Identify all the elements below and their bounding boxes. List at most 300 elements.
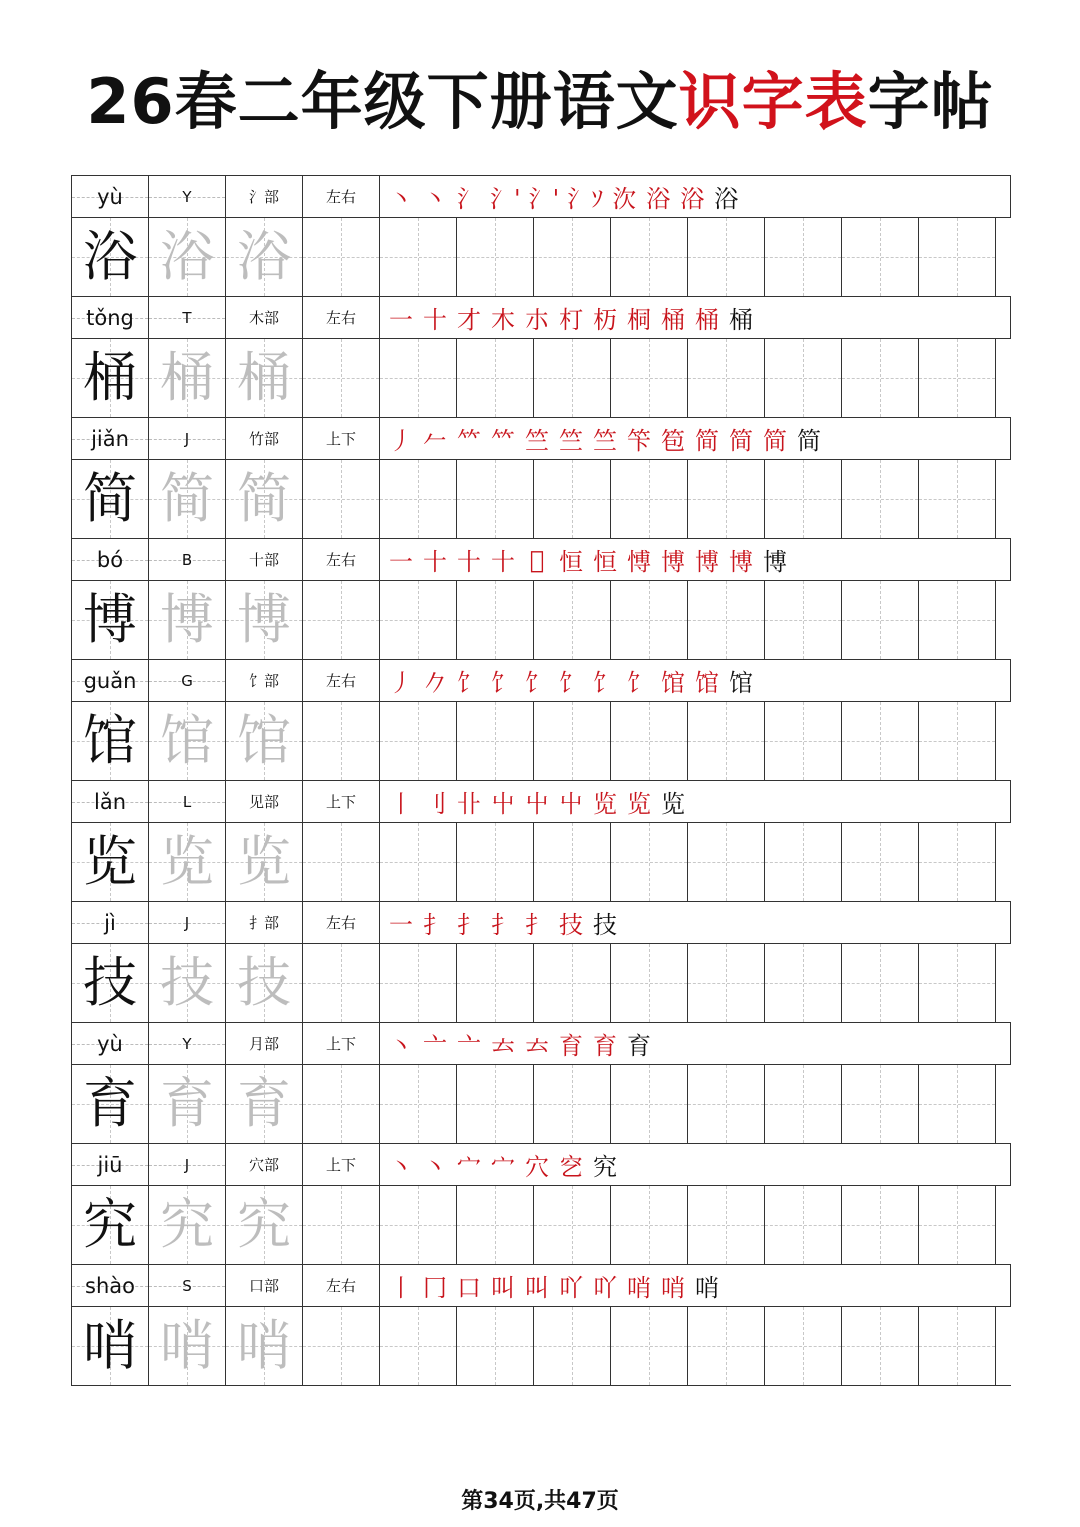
model-character-box xyxy=(72,581,149,659)
practice-box[interactable] xyxy=(457,1065,534,1143)
stroke-step: 亠 xyxy=(423,1032,447,1060)
pinyin-cell xyxy=(72,781,149,822)
trace-character: 博 xyxy=(237,588,291,651)
practice-box[interactable] xyxy=(457,339,534,417)
stroke-step: 览 xyxy=(661,790,685,818)
model-character-box xyxy=(72,1186,149,1264)
model-character-box xyxy=(72,218,149,296)
practice-box[interactable] xyxy=(919,823,996,901)
pinyin-cell xyxy=(72,539,149,580)
stroke-step: 恒 xyxy=(593,548,617,576)
practice-box[interactable] xyxy=(534,581,611,659)
info-row xyxy=(72,781,1011,823)
practice-box[interactable] xyxy=(688,218,765,296)
letter-cell xyxy=(149,418,226,459)
character-block xyxy=(72,176,1011,297)
stroke-step: 丶 xyxy=(423,185,447,213)
radical-text: 月部 xyxy=(248,1035,279,1053)
stroke-step: 桐 xyxy=(627,306,651,334)
stroke-step: 穴 xyxy=(525,1153,549,1181)
writing-grid-row xyxy=(72,823,1011,902)
practice-box[interactable] xyxy=(611,460,688,538)
stroke-step: 浴 xyxy=(680,185,705,213)
practice-box[interactable] xyxy=(842,944,919,1022)
letter-text: Y xyxy=(182,187,192,206)
pinyin-text: shào xyxy=(85,1273,135,1298)
structure-text: 左右 xyxy=(325,551,356,569)
trace-character-box xyxy=(226,460,303,538)
practice-box[interactable] xyxy=(765,581,842,659)
model-character: 育 xyxy=(83,1072,137,1135)
model-character: 桶 xyxy=(83,346,137,409)
info-row xyxy=(72,1023,1011,1065)
stroke-step: 𠫓 xyxy=(525,1032,549,1060)
stroke-step: 才 xyxy=(457,306,481,334)
stroke-step: 览 xyxy=(593,790,617,818)
stroke-step: 馆 xyxy=(661,669,685,697)
model-character: 博 xyxy=(83,588,137,651)
trace-character-box xyxy=(149,1307,226,1385)
structure-cell xyxy=(303,297,380,338)
trace-character: 浴 xyxy=(160,225,214,288)
stroke-order xyxy=(380,539,1011,580)
stroke-step: 吖 xyxy=(559,1274,583,1302)
pinyin-cell xyxy=(72,418,149,459)
model-character: 技 xyxy=(83,951,137,1014)
stroke-step: 博 xyxy=(661,548,685,576)
radical-text: 口部 xyxy=(248,1277,279,1295)
writing-grid-row xyxy=(72,702,1011,781)
practice-box[interactable] xyxy=(534,460,611,538)
stroke-step: 览 xyxy=(627,790,651,818)
stroke-step: 哨 xyxy=(661,1274,685,1302)
title-highlight: 识字表 xyxy=(678,65,868,138)
stroke-step: 馆 xyxy=(695,669,719,697)
letter-cell xyxy=(149,660,226,701)
practice-box[interactable] xyxy=(842,702,919,780)
letter-text: S xyxy=(182,1276,192,1295)
stroke-step: 浴 xyxy=(646,185,671,213)
practice-box[interactable] xyxy=(380,702,457,780)
stroke-order xyxy=(380,902,1011,943)
stroke-step: 简 xyxy=(695,427,719,455)
stroke-step: 屮 xyxy=(559,790,583,818)
stroke-step: 哨 xyxy=(627,1274,651,1302)
letter-cell xyxy=(149,781,226,822)
structure-text: 左右 xyxy=(325,914,356,932)
stroke-step: 𠂊 xyxy=(423,669,447,697)
stroke-step: 卝 xyxy=(457,790,481,818)
practice-box[interactable] xyxy=(303,218,380,296)
stroke-step: 十 xyxy=(491,548,515,576)
stroke-step: 扌 xyxy=(457,911,481,939)
structure-text: 左右 xyxy=(325,188,356,206)
model-character: 馆 xyxy=(83,709,137,772)
structure-cell xyxy=(303,1144,380,1185)
practice-box[interactable] xyxy=(765,944,842,1022)
trace-character-box xyxy=(226,1186,303,1264)
practice-box[interactable] xyxy=(303,944,380,1022)
practice-box[interactable] xyxy=(380,218,457,296)
structure-cell xyxy=(303,781,380,822)
practice-box[interactable] xyxy=(380,1065,457,1143)
stroke-step: 丿 xyxy=(389,669,413,697)
stroke-step: 宀 xyxy=(457,1153,481,1181)
pinyin-text: yù xyxy=(97,184,123,209)
pinyin-text: yù xyxy=(97,1031,123,1056)
practice-box[interactable] xyxy=(842,460,919,538)
practice-box[interactable] xyxy=(380,460,457,538)
trace-character-box xyxy=(149,460,226,538)
radical-cell xyxy=(226,539,303,580)
writing-grid-row xyxy=(72,581,1011,660)
pinyin-text: lǎn xyxy=(93,789,126,814)
practice-box[interactable] xyxy=(611,944,688,1022)
practice-box[interactable] xyxy=(457,702,534,780)
model-character-box xyxy=(72,1307,149,1385)
stroke-step: 十 xyxy=(457,548,481,576)
writing-grid-row xyxy=(72,1065,1011,1144)
practice-box[interactable] xyxy=(457,581,534,659)
radical-text: 十部 xyxy=(248,551,279,569)
stroke-step: 饣 xyxy=(525,669,549,697)
practice-box[interactable] xyxy=(765,1307,842,1385)
title-suffix: 字帖 xyxy=(867,65,994,138)
stroke-step: 木 xyxy=(491,306,515,334)
practice-box[interactable] xyxy=(842,218,919,296)
practice-box[interactable] xyxy=(919,702,996,780)
practice-box[interactable] xyxy=(688,702,765,780)
trace-character: 简 xyxy=(160,467,214,530)
model-character: 浴 xyxy=(83,225,137,288)
stroke-order xyxy=(380,1023,1011,1064)
radical-text: 氵部 xyxy=(248,188,279,206)
trace-character-box xyxy=(226,1065,303,1143)
model-character: 哨 xyxy=(83,1314,137,1377)
letter-cell xyxy=(149,176,226,217)
pinyin-text: bó xyxy=(96,547,124,572)
radical-cell xyxy=(226,176,303,217)
practice-box[interactable] xyxy=(534,339,611,417)
pinyin-text: jiǎn xyxy=(91,426,129,451)
structure-text: 上下 xyxy=(325,1156,356,1174)
structure-text: 上下 xyxy=(325,1035,356,1053)
stroke-step: 一 xyxy=(389,306,413,334)
stroke-step: 简 xyxy=(729,427,753,455)
practice-box[interactable] xyxy=(534,702,611,780)
practice-box[interactable] xyxy=(688,1186,765,1264)
practice-box[interactable] xyxy=(765,702,842,780)
stroke-step: 桶 xyxy=(695,306,719,334)
stroke-step: 刂 xyxy=(423,790,447,818)
stroke-step: 丨 xyxy=(389,790,413,818)
writing-grid-row xyxy=(72,460,1011,539)
writing-grid-row xyxy=(72,1307,1011,1386)
letter-cell xyxy=(149,297,226,338)
trace-character: 桶 xyxy=(237,346,291,409)
stroke-order xyxy=(380,176,1011,217)
stroke-step: 博 xyxy=(695,548,719,576)
practice-box[interactable] xyxy=(919,218,996,296)
info-row xyxy=(72,902,1011,944)
structure-cell xyxy=(303,1023,380,1064)
trace-character: 哨 xyxy=(237,1314,291,1377)
practice-box[interactable] xyxy=(688,944,765,1022)
page-title xyxy=(0,52,1080,141)
letter-text: G xyxy=(181,671,193,690)
practice-box[interactable] xyxy=(303,702,380,780)
info-row xyxy=(72,660,1011,702)
stroke-step: 𥫗 xyxy=(491,427,515,455)
stroke-step: 丶 xyxy=(423,1153,447,1181)
radical-cell xyxy=(226,1023,303,1064)
stroke-step: 丶 xyxy=(389,1032,413,1060)
page-footer: 第34页,共47页 xyxy=(461,1489,619,1514)
stroke-step: 饣 xyxy=(593,669,617,697)
practice-box[interactable] xyxy=(611,1186,688,1264)
trace-character-box xyxy=(226,823,303,901)
stroke-step: 十 xyxy=(423,548,447,576)
trace-character: 究 xyxy=(160,1193,214,1256)
model-character: 览 xyxy=(83,830,137,893)
practice-box[interactable] xyxy=(380,944,457,1022)
radical-cell xyxy=(226,660,303,701)
stroke-step: 𥫗 xyxy=(457,427,481,455)
practice-box[interactable] xyxy=(611,823,688,901)
structure-text: 上下 xyxy=(325,430,356,448)
trace-character: 育 xyxy=(237,1072,291,1135)
radical-text: 木部 xyxy=(248,309,279,327)
pinyin-cell xyxy=(72,1265,149,1306)
stroke-step: 亠 xyxy=(457,1032,481,1060)
stroke-step: 氵' xyxy=(490,185,521,213)
stroke-step: 竺 xyxy=(525,427,549,455)
stroke-step: 扌 xyxy=(491,911,515,939)
practice-box[interactable] xyxy=(303,1307,380,1385)
practice-box[interactable] xyxy=(688,339,765,417)
practice-box[interactable] xyxy=(842,1186,919,1264)
stroke-step: 育 xyxy=(627,1032,651,1060)
practice-box[interactable] xyxy=(919,1307,996,1385)
stroke-step: 扌 xyxy=(423,911,447,939)
practice-box[interactable] xyxy=(457,823,534,901)
stroke-step: 𪩲 xyxy=(529,545,545,574)
trace-character-box xyxy=(149,702,226,780)
practice-box[interactable] xyxy=(688,460,765,538)
stroke-order xyxy=(380,1265,1011,1306)
practice-box[interactable] xyxy=(765,1065,842,1143)
practice-box[interactable] xyxy=(303,581,380,659)
practice-box[interactable] xyxy=(534,218,611,296)
practice-box[interactable] xyxy=(611,702,688,780)
structure-cell xyxy=(303,176,380,217)
stroke-step: 究 xyxy=(593,1153,617,1181)
stroke-step: 氵' xyxy=(528,185,560,213)
practice-box[interactable] xyxy=(380,1307,457,1385)
practice-box[interactable] xyxy=(765,460,842,538)
stroke-step: 丨 xyxy=(389,1274,413,1302)
practice-box[interactable] xyxy=(611,1065,688,1143)
stroke-step: 桶 xyxy=(729,306,753,334)
practice-box[interactable] xyxy=(842,339,919,417)
practice-box[interactable] xyxy=(611,581,688,659)
practice-box[interactable] xyxy=(457,1307,534,1385)
stroke-step: 一 xyxy=(389,548,413,576)
practice-box[interactable] xyxy=(842,823,919,901)
practice-box[interactable] xyxy=(919,944,996,1022)
character-block xyxy=(72,1144,1011,1265)
practice-box[interactable] xyxy=(303,339,380,417)
stroke-step: 育 xyxy=(559,1032,583,1060)
stroke-step: 氵ｿ xyxy=(567,185,604,213)
practice-box[interactable] xyxy=(919,460,996,538)
character-block xyxy=(72,781,1011,902)
writing-grid-row xyxy=(72,1186,1011,1265)
practice-box[interactable] xyxy=(842,581,919,659)
stroke-step: 屮 xyxy=(525,790,549,818)
model-character-box xyxy=(72,339,149,417)
practice-box[interactable] xyxy=(303,460,380,538)
character-block xyxy=(72,1023,1011,1144)
stroke-step: 丶 xyxy=(389,1153,413,1181)
practice-sheet xyxy=(71,175,1011,1386)
radical-text: 竹部 xyxy=(248,430,279,448)
pinyin-cell xyxy=(72,660,149,701)
practice-box[interactable] xyxy=(765,218,842,296)
radical-text: 饣部 xyxy=(248,672,279,690)
practice-box[interactable] xyxy=(611,339,688,417)
stroke-step: 叫 xyxy=(491,1274,515,1302)
practice-box[interactable] xyxy=(611,218,688,296)
trace-character-box xyxy=(149,944,226,1022)
stroke-step: 笇 xyxy=(627,427,651,455)
model-character-box xyxy=(72,823,149,901)
pinyin-cell xyxy=(72,902,149,943)
practice-box[interactable] xyxy=(303,1186,380,1264)
radical-cell xyxy=(226,418,303,459)
practice-box[interactable] xyxy=(534,1186,611,1264)
radical-text: 扌部 xyxy=(248,914,279,932)
practice-box[interactable] xyxy=(457,460,534,538)
stroke-order xyxy=(380,1144,1011,1185)
practice-box[interactable] xyxy=(919,1065,996,1143)
practice-box[interactable] xyxy=(380,1186,457,1264)
structure-cell xyxy=(303,539,380,580)
title-prefix: 26春二年级下册语文 xyxy=(86,65,679,138)
practice-box[interactable] xyxy=(842,1065,919,1143)
practice-box[interactable] xyxy=(842,1307,919,1385)
structure-text: 左右 xyxy=(325,672,356,690)
stroke-step: 饣 xyxy=(627,669,651,697)
practice-box[interactable] xyxy=(534,944,611,1022)
stroke-step: 杤 xyxy=(593,306,617,334)
trace-character: 哨 xyxy=(160,1314,214,1377)
practice-box[interactable] xyxy=(765,339,842,417)
practice-box[interactable] xyxy=(688,823,765,901)
stroke-step: 简 xyxy=(797,427,821,455)
stroke-step: 十 xyxy=(423,306,447,334)
trace-character: 馆 xyxy=(160,709,214,772)
practice-box[interactable] xyxy=(303,823,380,901)
letter-cell xyxy=(149,1144,226,1185)
stroke-step: 博 xyxy=(729,548,753,576)
practice-box[interactable] xyxy=(534,1307,611,1385)
stroke-step: 桶 xyxy=(661,306,685,334)
structure-cell xyxy=(303,660,380,701)
trace-character: 桶 xyxy=(160,346,214,409)
letter-cell xyxy=(149,1265,226,1306)
info-row xyxy=(72,1265,1011,1307)
practice-box[interactable] xyxy=(688,1065,765,1143)
trace-character-box xyxy=(226,339,303,417)
letter-text: J xyxy=(184,1155,190,1174)
info-row xyxy=(72,418,1011,460)
structure-cell xyxy=(303,1265,380,1306)
stroke-step: 𠫓 xyxy=(491,1032,515,1060)
stroke-step: 恒 xyxy=(559,548,583,576)
pinyin-text: jiū xyxy=(97,1152,123,1177)
letter-text: T xyxy=(182,308,192,327)
stroke-step: 一 xyxy=(389,911,413,939)
stroke-step: 竺 xyxy=(593,427,617,455)
character-block xyxy=(72,297,1011,418)
stroke-step: 朾 xyxy=(559,306,583,334)
stroke-step: 㳄 xyxy=(612,185,637,213)
practice-box[interactable] xyxy=(534,823,611,901)
stroke-step: 饣 xyxy=(491,669,515,697)
model-character-box xyxy=(72,944,149,1022)
trace-character-box xyxy=(149,1065,226,1143)
practice-box[interactable] xyxy=(457,1186,534,1264)
structure-cell xyxy=(303,418,380,459)
stroke-step: 穵 xyxy=(559,1153,583,1181)
trace-character-box xyxy=(149,823,226,901)
stroke-order xyxy=(380,781,1011,822)
practice-box[interactable] xyxy=(457,944,534,1022)
practice-box[interactable] xyxy=(919,1186,996,1264)
trace-character-box xyxy=(149,339,226,417)
practice-box[interactable] xyxy=(380,823,457,901)
practice-box[interactable] xyxy=(765,1186,842,1264)
stroke-step: 馆 xyxy=(729,669,753,697)
info-row xyxy=(72,297,1011,339)
stroke-step: 育 xyxy=(593,1032,617,1060)
trace-character: 馆 xyxy=(237,709,291,772)
practice-box[interactable] xyxy=(457,218,534,296)
trace-character: 究 xyxy=(237,1193,291,1256)
pinyin-cell xyxy=(72,176,149,217)
practice-box[interactable] xyxy=(303,1065,380,1143)
character-block xyxy=(72,1265,1011,1386)
practice-box[interactable] xyxy=(380,339,457,417)
practice-box[interactable] xyxy=(919,339,996,417)
practice-box[interactable] xyxy=(919,581,996,659)
practice-box[interactable] xyxy=(688,581,765,659)
trace-character-box xyxy=(226,581,303,659)
trace-character-box xyxy=(226,944,303,1022)
practice-box[interactable] xyxy=(534,1065,611,1143)
stroke-step: 简 xyxy=(763,427,787,455)
pinyin-cell xyxy=(72,1144,149,1185)
trace-character: 技 xyxy=(237,951,291,1014)
trace-character-box xyxy=(149,1186,226,1264)
practice-box[interactable] xyxy=(688,1307,765,1385)
writing-grid-row xyxy=(72,944,1011,1023)
practice-box[interactable] xyxy=(611,1307,688,1385)
practice-box[interactable] xyxy=(380,581,457,659)
trace-character-box xyxy=(226,218,303,296)
practice-box[interactable] xyxy=(765,823,842,901)
